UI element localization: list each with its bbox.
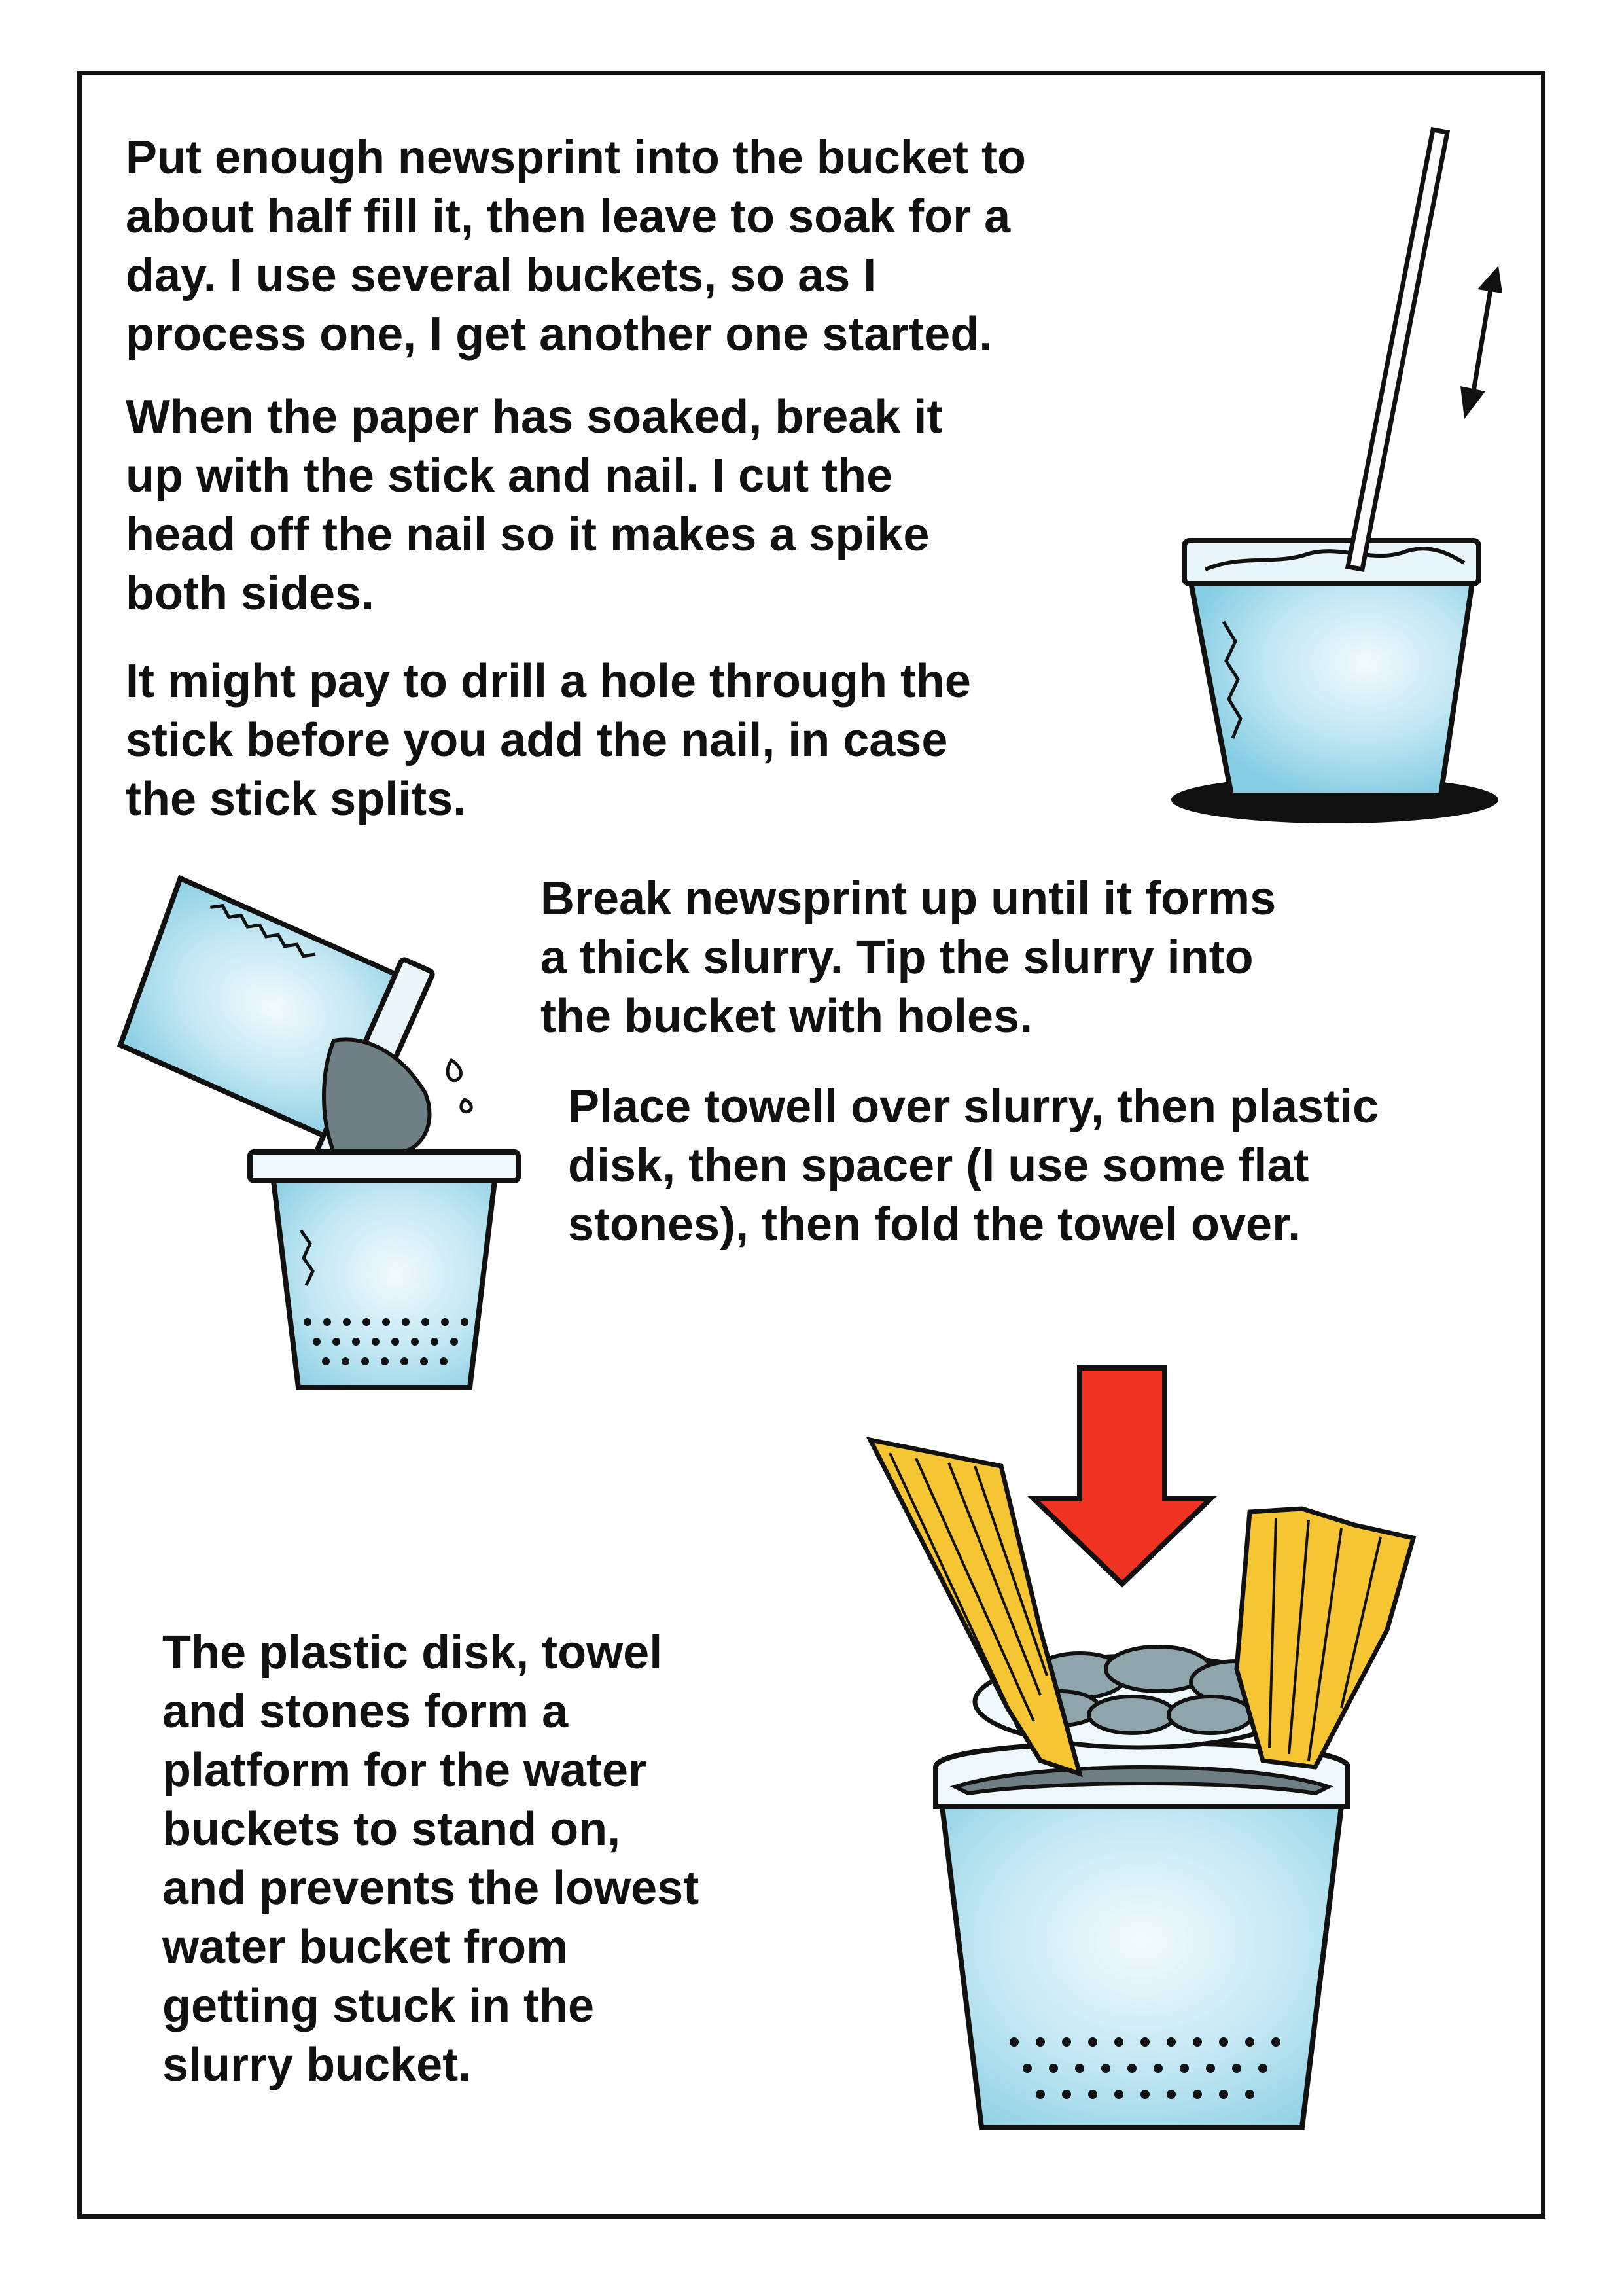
tipping-slurry-illustration: [98, 864, 530, 1414]
holed-bucket-rim: [250, 1152, 518, 1181]
towel-left-flap: [870, 1440, 1080, 1774]
step-platform-text: The plastic disk, towel and stones form a platform for the water buckets to stand on, and prevents the lowest water bucket from getting stuck in the slurry bucket.: [162, 1626, 699, 2091]
step-soak-text: Put enough newsprint into the bucket to about half fill it, then leave to soak for a day. I use several buckets, so as I process one, I get another one started.: [126, 132, 1026, 361]
splash-drops: [448, 1060, 471, 1112]
down-arrow-icon: [1034, 1368, 1210, 1584]
step-towel-text: Place towell over slurry, then plastic disk, then spacer (I use some flat stones), then fold the towel over.: [568, 1081, 1379, 1251]
slurry-bucket-body: [942, 1806, 1341, 2127]
step-drill-tip-text: It might pay to drill a hole through the stick before you add the nail, in case the stick splits.: [126, 655, 971, 825]
platform-bucket-illustration: [844, 1368, 1446, 2173]
up-down-arrow-icon: [1460, 266, 1502, 419]
falling-slurry: [324, 1039, 429, 1152]
step-slurry-text: Break newsprint up until it forms a thick slurry. Tip the slurry into the bucket with holes.: [540, 872, 1277, 1043]
stick: [1348, 130, 1447, 569]
step-break-text: When the paper has soaked, break it up with the stick and nail. I cut the head off the nail so it makes a spike both sides.: [126, 391, 943, 620]
bucket-with-stick-illustration: [1165, 111, 1531, 838]
